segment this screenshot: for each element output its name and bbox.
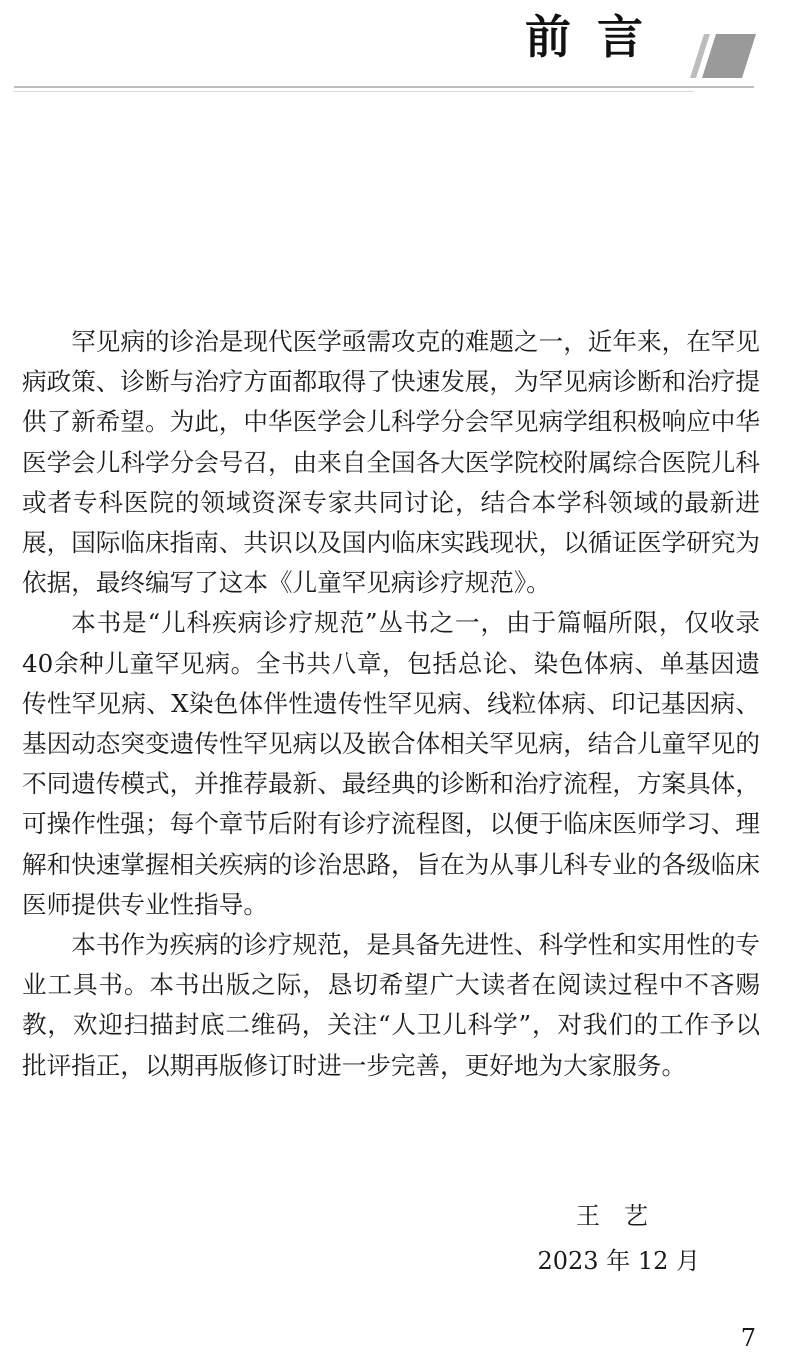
header-rule-thin xyxy=(14,91,694,92)
signature-date: 2023 年 12 月 xyxy=(537,1247,700,1275)
header-rule xyxy=(14,86,754,88)
author-signature: 王艺 xyxy=(576,1202,672,1230)
paragraph-3: 本书作为疾病的诊疗规范，是具备先进性、科学性和实用性的专业工具书。本书出版之际，恳切希望广大读者在阅读过程中不吝赐教，欢迎扫描封底二维码，关注“人卫儿科学”，对我们的工作予以批评指正，以期再版修订时进一步完善，更好地为大家服务。 xyxy=(22,930,760,1080)
paragraph-2: 本书是“儿科疾病诊疗规范”丛书之一，由于篇幅所限，仅收录40余种儿童罕见病。全书共八章，包括总论、染色体病、单基因遗传性罕见病、X染色体伴性遗传性罕见病、线粒体病、印记基因病、基因动态突变遗传性罕见病以及嵌合体相关罕见病，结合儿童罕见的不同遗传模式，并推荐最新、最经典的诊断和治疗流程，方案具体，可操作性强；每个章节后附有诊疗流程图，以便于临床医师学习、理解和快速掌握相关疾病的诊治思路，旨在为从事儿科专业的各级临床医师提供专业性指导。 xyxy=(22,608,760,919)
paragraph-1: 罕见病的诊治是现代医学亟需攻克的难题之一，近年来，在罕见病政策、诊断与治疗方面都取得了快速发展，为罕见病诊断和治疗提供了新希望。为此，中华医学会儿科学分会罕见病学组积极响应中华医学会儿科学分会号召，由来自全国各大医学院校附属综合医院儿科或者专科医院的领域资深专家共同讨论，结合本学科领域的最新进展，国际临床指南、共识以及国内临床实践现状，以循证医学研究为依据，最终编写了这本《儿童罕见病诊疗规范》。 xyxy=(22,327,760,598)
header-decoration-icon xyxy=(690,34,760,78)
page-header xyxy=(0,0,800,100)
page-number: 7 xyxy=(740,1324,756,1352)
preface-body xyxy=(22,322,760,1086)
page-title: 前言 xyxy=(525,10,669,64)
